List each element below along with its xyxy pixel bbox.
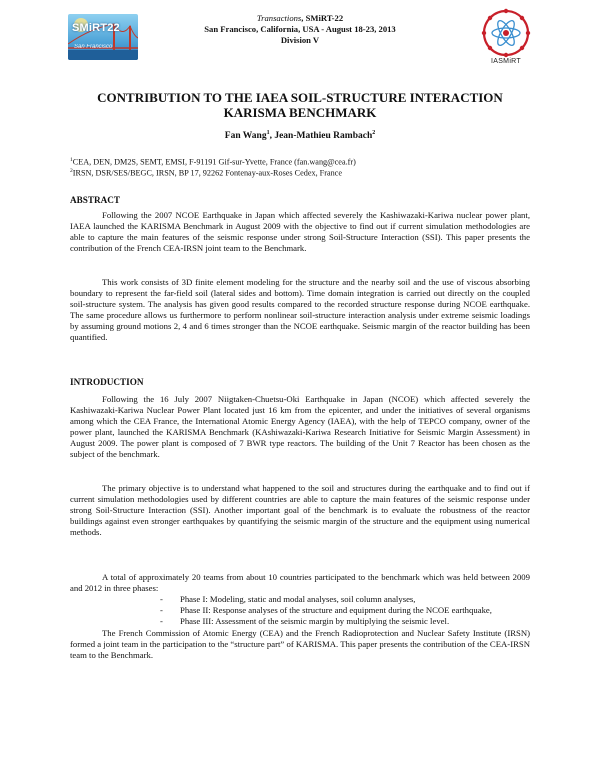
phase-2-text: Phase II: Response analyses of the structure and equipment during the NCOE earthquake, (180, 605, 492, 616)
list-item (160, 605, 530, 616)
affiliation-2-sup: 2 (70, 168, 73, 174)
logo-left-text: SMiRT22 (72, 22, 120, 34)
author-2-sup: 2 (372, 130, 376, 136)
paper-title-line1: CONTRIBUTION TO THE IAEA SOIL-STRUCTURE INTERACTION (97, 90, 503, 105)
author-2: Jean-Mathieu Rambach (274, 131, 373, 142)
logo-right-label: IASMiRT (491, 58, 521, 65)
list-item (160, 616, 530, 627)
author-separator: , (269, 131, 275, 142)
phases-list (160, 594, 530, 627)
bullet-dash: - (160, 605, 163, 616)
bullet-dash: - (160, 616, 163, 627)
intro-paragraph-3: A total of approximately 20 teams from about 10 countries participated to the benchmark which was held between 2009 and 2012 in three phases: (70, 572, 530, 594)
intro-paragraph-2: The primary objective is to understand what happened to the soil and structures during the earthquake and to find out if current simulation methodologies used by different countries are able to capture the main features of the seismic response under strong Soil-Structure Interaction (SSI). Another important goal of the benchmark is to evaluate the robustness of the reactor buildings against even stronger earthquakes by quantifying the seismic margin of the structure and the equipment using numerical methods. (70, 483, 530, 538)
authors-line (100, 130, 500, 141)
affiliation-2 (70, 166, 550, 179)
conference-label: , SMiRT-22 (301, 13, 344, 23)
iasmirt-logo (480, 8, 532, 72)
introduction-heading: INTRODUCTION (70, 377, 144, 387)
atom-seal-icon (480, 8, 532, 58)
affiliation-1-text: CEA, DEN, DM2S, SEMT, EMSI, F-91191 Gif-sur-Yvette, France (fan.wang@cea.fr) (72, 157, 356, 167)
phase-1-text: Phase I: Modeling, static and modal analyses, soil column analyses, (180, 594, 416, 604)
affiliation-1-sup: 1 (70, 157, 73, 163)
affiliation-2-text: IRSN, DSR/SES/BEGC, IRSN, BP 17, 92262 Fontenay-aux-Roses Cedex, France (72, 168, 342, 178)
header-transactions (150, 13, 450, 24)
smirt22-logo (68, 14, 138, 60)
bridge-graphic (68, 14, 138, 60)
logo-left-subtext: San Francisco (74, 44, 113, 50)
author-1: Fan Wang (224, 131, 267, 142)
header-division: Division V (280, 35, 320, 45)
intro-paragraph-1: Following the 16 July 2007 Niigtaken-Chuetsu-Oki Earthquake in Japan (NCOE) which affected severely the Kashiwazaki-Kariwa Nuclear Power Plant located just 16 km from the epicenter, and under the initiatives of several organisms among which the CEA France, the International Atomic Energy Agency (IAEA), with the help of TEPCO company, owner of the power plant, launched the KARISMA Benchmark (KAshiwazaki-Kariwa Research Initiative for Seismic Margin Assessment) in August 2009. The power plant is composed of 7 BWR type reactors. The building of the Unit 7 Reactor has been chosen as the subject of the benchmark. (70, 394, 530, 460)
abstract-paragraph-1: Following the 2007 NCOE Earthquake in Japan which affected severely the Kashiwazaki-Kariwa nuclear power plant, IAEA launched the KARISMA Benchmark in August 2009 with the objective to find out if current simulation methodologies are able to capture the main features of the seismic response under strong Soil-Structure Interaction (SSI). This paper presents the contribution of the French CEA-IRSN joint team to the Benchmark. (70, 210, 530, 254)
intro-paragraph-4: The French Commission of Atomic Energy (CEA) and the French Radioprotection and Nuclear Safety Institute (IRSN) formed a joint team in the participation to the “structure part” of KARISMA. This paper presents the contribution of the CEA-IRSN team to the Benchmark. (70, 628, 530, 661)
list-item (160, 594, 530, 605)
header-location: San Francisco, California, USA - August 18-23, 2013 (204, 24, 396, 34)
abstract-paragraph-2: This work consists of 3D finite element modeling for the structure and the nearby soil and the use of viscous absorbing boundary to represent the far-field soil (lateral sides and bottom). Time domain integration is carried out directly on the coupled soil-structure system. The analysis has given good results compared to the recorded structure response during NCOE earthquake. The same procedure allows us furthermore to perform nonlinear soil-structure interaction analysis under extreme seismic loadings by assuming ground motions 2, 4 and 6 times stronger than the NCOE earthquake. Seismic margin of the reactor building has been quantified. (70, 277, 530, 343)
transactions-label: Transactions (256, 13, 302, 23)
abstract-heading: ABSTRACT (70, 195, 121, 205)
author-1-sup: 1 (266, 130, 270, 136)
bullet-dash: - (160, 594, 163, 604)
phase-3-text: Phase III: Assessment of the seismic margin by multiplying the seismic level. (180, 616, 450, 627)
paper-title-line2: KARISMA BENCHMARK (223, 105, 377, 120)
